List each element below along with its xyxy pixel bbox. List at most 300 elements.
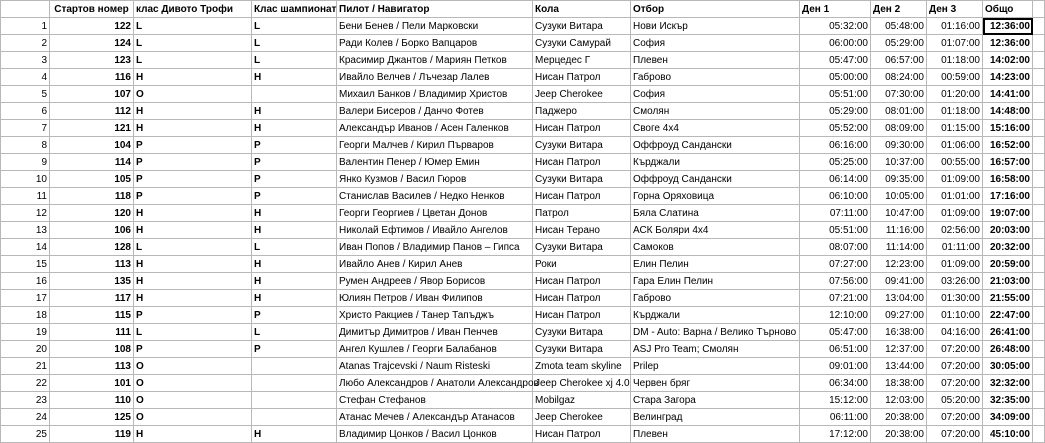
cell-pilot-navigator[interactable]: Валери Бисеров / Данчо Фотев bbox=[337, 103, 533, 120]
cell-row-number[interactable]: 19 bbox=[1, 324, 50, 341]
cell-class-championship[interactable]: H bbox=[252, 273, 337, 290]
cell-day1[interactable]: 06:00:00 bbox=[800, 35, 871, 52]
cell-day2[interactable]: 08:24:00 bbox=[871, 69, 927, 86]
cell-day1[interactable]: 15:12:00 bbox=[800, 392, 871, 409]
cell-extra[interactable] bbox=[1033, 358, 1045, 375]
cell-day3[interactable]: 07:20:00 bbox=[927, 409, 983, 426]
cell-row-number[interactable]: 20 bbox=[1, 341, 50, 358]
cell-day1[interactable]: 06:16:00 bbox=[800, 137, 871, 154]
cell-row-number[interactable]: 15 bbox=[1, 256, 50, 273]
cell-day1[interactable]: 07:11:00 bbox=[800, 205, 871, 222]
cell-extra[interactable] bbox=[1033, 392, 1045, 409]
cell-day1[interactable]: 05:51:00 bbox=[800, 86, 871, 103]
cell-pilot-navigator[interactable]: Николай Ефтимов / Ивайло Ангелов bbox=[337, 222, 533, 239]
cell-car[interactable]: Роки bbox=[533, 256, 631, 273]
cell-class-trophy[interactable]: O bbox=[134, 358, 252, 375]
cell-day1[interactable]: 07:27:00 bbox=[800, 256, 871, 273]
cell-class-championship[interactable]: H bbox=[252, 256, 337, 273]
cell-row-number[interactable]: 5 bbox=[1, 86, 50, 103]
cell-pilot-navigator[interactable]: Атанас Мечев / Александър Атанасов bbox=[337, 409, 533, 426]
cell-class-championship[interactable]: L bbox=[252, 52, 337, 69]
cell-team[interactable]: Кърджали bbox=[631, 307, 800, 324]
cell-day1[interactable]: 05:29:00 bbox=[800, 103, 871, 120]
cell-day1[interactable]: 05:25:00 bbox=[800, 154, 871, 171]
cell-day2[interactable]: 05:48:00 bbox=[871, 18, 927, 35]
cell-day1[interactable]: 05:52:00 bbox=[800, 120, 871, 137]
cell-day1[interactable]: 12:10:00 bbox=[800, 307, 871, 324]
cell-car[interactable]: Сузуки Витара bbox=[533, 324, 631, 341]
cell-start-number[interactable]: 110 bbox=[50, 392, 134, 409]
cell-total[interactable]: 14:02:00 bbox=[983, 52, 1033, 69]
cell-car[interactable]: Патрол bbox=[533, 205, 631, 222]
cell-start-number[interactable]: 107 bbox=[50, 86, 134, 103]
cell-team[interactable]: Гара Елин Пелин bbox=[631, 273, 800, 290]
cell-class-trophy[interactable]: P bbox=[134, 188, 252, 205]
cell-team[interactable]: Самоков bbox=[631, 239, 800, 256]
cell-start-number[interactable]: 117 bbox=[50, 290, 134, 307]
header-pilot-navigator[interactable]: Пилот / Навигатор bbox=[337, 1, 533, 18]
cell-row-number[interactable]: 6 bbox=[1, 103, 50, 120]
cell-day3[interactable]: 01:01:00 bbox=[927, 188, 983, 205]
cell-day1[interactable]: 05:47:00 bbox=[800, 52, 871, 69]
cell-start-number[interactable]: 111 bbox=[50, 324, 134, 341]
cell-start-number[interactable]: 114 bbox=[50, 154, 134, 171]
cell-day3[interactable]: 00:55:00 bbox=[927, 154, 983, 171]
cell-start-number[interactable]: 113 bbox=[50, 256, 134, 273]
cell-extra[interactable] bbox=[1033, 154, 1045, 171]
cell-car[interactable]: Нисан Патрол bbox=[533, 188, 631, 205]
cell-car[interactable]: Нисан Патрол bbox=[533, 273, 631, 290]
cell-team[interactable]: DM - Auto: Варна / Велико Търново bbox=[631, 324, 800, 341]
cell-pilot-navigator[interactable]: Янко Кузмов / Васил Гюров bbox=[337, 171, 533, 188]
cell-class-trophy[interactable]: P bbox=[134, 307, 252, 324]
cell-car[interactable]: Zmota team skyline bbox=[533, 358, 631, 375]
cell-day1[interactable]: 05:47:00 bbox=[800, 324, 871, 341]
cell-start-number[interactable]: 125 bbox=[50, 409, 134, 426]
cell-day3[interactable]: 01:15:00 bbox=[927, 120, 983, 137]
cell-row-number[interactable]: 21 bbox=[1, 358, 50, 375]
cell-start-number[interactable]: 115 bbox=[50, 307, 134, 324]
cell-class-trophy[interactable]: L bbox=[134, 52, 252, 69]
cell-start-number[interactable]: 101 bbox=[50, 375, 134, 392]
cell-day3[interactable]: 01:11:00 bbox=[927, 239, 983, 256]
cell-class-championship[interactable]: H bbox=[252, 69, 337, 86]
cell-class-championship[interactable]: P bbox=[252, 154, 337, 171]
cell-total[interactable]: 21:55:00 bbox=[983, 290, 1033, 307]
cell-day2[interactable]: 12:03:00 bbox=[871, 392, 927, 409]
cell-pilot-navigator[interactable]: Красимир Джантов / Мариян Петков bbox=[337, 52, 533, 69]
cell-class-championship[interactable]: P bbox=[252, 307, 337, 324]
header-idx[interactable] bbox=[1, 1, 50, 18]
cell-class-trophy[interactable]: P bbox=[134, 154, 252, 171]
cell-extra[interactable] bbox=[1033, 409, 1045, 426]
cell-class-trophy[interactable]: O bbox=[134, 86, 252, 103]
cell-day1[interactable]: 07:56:00 bbox=[800, 273, 871, 290]
cell-pilot-navigator[interactable]: Владимир Цонков / Васил Цонков bbox=[337, 426, 533, 443]
cell-start-number[interactable]: 112 bbox=[50, 103, 134, 120]
cell-pilot-navigator[interactable]: Иван Попов / Владимир Панов – Гипса bbox=[337, 239, 533, 256]
cell-pilot-navigator[interactable]: Юлиян Петров / Иван Филипов bbox=[337, 290, 533, 307]
cell-team[interactable]: Своге 4х4 bbox=[631, 120, 800, 137]
cell-start-number[interactable]: 108 bbox=[50, 341, 134, 358]
cell-class-championship[interactable]: H bbox=[252, 290, 337, 307]
cell-class-trophy[interactable]: H bbox=[134, 222, 252, 239]
cell-day2[interactable]: 09:30:00 bbox=[871, 137, 927, 154]
cell-extra[interactable] bbox=[1033, 103, 1045, 120]
cell-total[interactable]: 16:52:00 bbox=[983, 137, 1033, 154]
cell-day3[interactable]: 03:26:00 bbox=[927, 273, 983, 290]
cell-pilot-navigator[interactable]: Ангел Кушлев / Георги Балабанов bbox=[337, 341, 533, 358]
cell-extra[interactable] bbox=[1033, 239, 1045, 256]
cell-day1[interactable]: 06:10:00 bbox=[800, 188, 871, 205]
cell-pilot-navigator[interactable]: Станислав Василев / Недко Ненков bbox=[337, 188, 533, 205]
cell-car[interactable]: Нисан Патрол bbox=[533, 307, 631, 324]
cell-car[interactable]: Сузуки Витара bbox=[533, 137, 631, 154]
cell-pilot-navigator[interactable]: Румен Андреев / Явор Борисов bbox=[337, 273, 533, 290]
header-total[interactable]: Общо bbox=[983, 1, 1033, 18]
cell-car[interactable]: Сузуки Витара bbox=[533, 18, 631, 35]
cell-car[interactable]: Нисан Патрол bbox=[533, 290, 631, 307]
cell-extra[interactable] bbox=[1033, 290, 1045, 307]
cell-extra[interactable] bbox=[1033, 52, 1045, 69]
cell-row-number[interactable]: 13 bbox=[1, 222, 50, 239]
cell-start-number[interactable]: 104 bbox=[50, 137, 134, 154]
cell-day3[interactable]: 01:07:00 bbox=[927, 35, 983, 52]
cell-class-trophy[interactable]: P bbox=[134, 171, 252, 188]
cell-car[interactable]: Сузуки Витара bbox=[533, 341, 631, 358]
cell-extra[interactable] bbox=[1033, 171, 1045, 188]
cell-class-championship[interactable]: P bbox=[252, 171, 337, 188]
cell-team[interactable]: Габрово bbox=[631, 69, 800, 86]
cell-day1[interactable]: 06:34:00 bbox=[800, 375, 871, 392]
cell-class-trophy[interactable]: H bbox=[134, 120, 252, 137]
cell-pilot-navigator[interactable]: Александър Иванов / Асен Галенков bbox=[337, 120, 533, 137]
cell-day2[interactable]: 09:35:00 bbox=[871, 171, 927, 188]
cell-total[interactable]: 15:16:00 bbox=[983, 120, 1033, 137]
header-class-championship[interactable]: Клас шампионат bbox=[252, 1, 337, 18]
cell-class-championship[interactable]: P bbox=[252, 137, 337, 154]
cell-pilot-navigator[interactable]: Христо Ракциев / Танер Тапъджъ bbox=[337, 307, 533, 324]
cell-class-championship[interactable] bbox=[252, 358, 337, 375]
cell-row-number[interactable]: 8 bbox=[1, 137, 50, 154]
cell-class-trophy[interactable]: H bbox=[134, 103, 252, 120]
cell-total[interactable]: 16:58:00 bbox=[983, 171, 1033, 188]
cell-start-number[interactable]: 123 bbox=[50, 52, 134, 69]
cell-total[interactable]: 20:32:00 bbox=[983, 239, 1033, 256]
cell-team[interactable]: Нови Искър bbox=[631, 18, 800, 35]
cell-total[interactable]: 22:47:00 bbox=[983, 307, 1033, 324]
cell-row-number[interactable]: 14 bbox=[1, 239, 50, 256]
cell-team[interactable]: Оффроуд Сандански bbox=[631, 171, 800, 188]
cell-row-number[interactable]: 22 bbox=[1, 375, 50, 392]
cell-class-championship[interactable]: H bbox=[252, 103, 337, 120]
cell-row-number[interactable]: 7 bbox=[1, 120, 50, 137]
header-day3[interactable]: Ден 3 bbox=[927, 1, 983, 18]
cell-car[interactable]: Нисан Патрол bbox=[533, 69, 631, 86]
cell-extra[interactable] bbox=[1033, 86, 1045, 103]
cell-extra[interactable] bbox=[1033, 426, 1045, 443]
header-car[interactable]: Кола bbox=[533, 1, 631, 18]
cell-extra[interactable] bbox=[1033, 256, 1045, 273]
cell-day3[interactable]: 05:20:00 bbox=[927, 392, 983, 409]
cell-total[interactable]: 26:48:00 bbox=[983, 341, 1033, 358]
cell-day2[interactable]: 20:38:00 bbox=[871, 426, 927, 443]
cell-total[interactable]: 32:35:00 bbox=[983, 392, 1033, 409]
cell-class-trophy[interactable]: H bbox=[134, 69, 252, 86]
cell-team[interactable]: София bbox=[631, 35, 800, 52]
cell-total[interactable]: 26:41:00 bbox=[983, 324, 1033, 341]
cell-day3[interactable]: 01:30:00 bbox=[927, 290, 983, 307]
cell-day1[interactable]: 05:00:00 bbox=[800, 69, 871, 86]
cell-class-championship[interactable]: P bbox=[252, 341, 337, 358]
cell-class-trophy[interactable]: O bbox=[134, 409, 252, 426]
cell-total[interactable]: 20:03:00 bbox=[983, 222, 1033, 239]
cell-total[interactable]: 14:48:00 bbox=[983, 103, 1033, 120]
cell-class-championship[interactable]: L bbox=[252, 18, 337, 35]
cell-row-number[interactable]: 18 bbox=[1, 307, 50, 324]
cell-team[interactable]: Червен бряг bbox=[631, 375, 800, 392]
cell-row-number[interactable]: 12 bbox=[1, 205, 50, 222]
cell-extra[interactable] bbox=[1033, 205, 1045, 222]
cell-class-championship[interactable]: H bbox=[252, 120, 337, 137]
cell-car[interactable]: Паджеро bbox=[533, 103, 631, 120]
cell-start-number[interactable]: 124 bbox=[50, 35, 134, 52]
cell-day3[interactable]: 07:20:00 bbox=[927, 426, 983, 443]
cell-total[interactable]: 34:09:00 bbox=[983, 409, 1033, 426]
cell-day2[interactable]: 09:41:00 bbox=[871, 273, 927, 290]
cell-class-trophy[interactable]: L bbox=[134, 18, 252, 35]
cell-class-championship[interactable] bbox=[252, 409, 337, 426]
cell-day2[interactable]: 05:29:00 bbox=[871, 35, 927, 52]
cell-total[interactable]: 30:05:00 bbox=[983, 358, 1033, 375]
cell-class-championship[interactable] bbox=[252, 86, 337, 103]
cell-day2[interactable]: 20:38:00 bbox=[871, 409, 927, 426]
header-class-trophy[interactable]: клас Дивото Трофи bbox=[134, 1, 252, 18]
cell-team[interactable]: Кърджали bbox=[631, 154, 800, 171]
cell-extra[interactable] bbox=[1033, 188, 1045, 205]
cell-day3[interactable]: 07:20:00 bbox=[927, 358, 983, 375]
cell-team[interactable]: Велинград bbox=[631, 409, 800, 426]
cell-day2[interactable]: 11:14:00 bbox=[871, 239, 927, 256]
cell-class-championship[interactable]: H bbox=[252, 426, 337, 443]
cell-start-number[interactable]: 128 bbox=[50, 239, 134, 256]
cell-day3[interactable]: 01:20:00 bbox=[927, 86, 983, 103]
cell-row-number[interactable]: 4 bbox=[1, 69, 50, 86]
cell-team[interactable]: Елин Пелин bbox=[631, 256, 800, 273]
cell-day3[interactable]: 01:09:00 bbox=[927, 256, 983, 273]
cell-day2[interactable]: 12:23:00 bbox=[871, 256, 927, 273]
cell-class-trophy[interactable]: H bbox=[134, 273, 252, 290]
cell-team[interactable]: Плевен bbox=[631, 52, 800, 69]
cell-class-championship[interactable]: P bbox=[252, 188, 337, 205]
cell-class-trophy[interactable]: P bbox=[134, 341, 252, 358]
cell-extra[interactable] bbox=[1033, 307, 1045, 324]
cell-pilot-navigator[interactable]: Стефан Стефанов bbox=[337, 392, 533, 409]
cell-pilot-navigator[interactable]: Георги Георгиев / Цветан Донов bbox=[337, 205, 533, 222]
cell-car[interactable]: Нисан Патрол bbox=[533, 120, 631, 137]
cell-row-number[interactable]: 24 bbox=[1, 409, 50, 426]
cell-team[interactable]: Бяла Слатина bbox=[631, 205, 800, 222]
cell-row-number[interactable]: 17 bbox=[1, 290, 50, 307]
cell-class-championship[interactable]: H bbox=[252, 205, 337, 222]
cell-day1[interactable]: 05:51:00 bbox=[800, 222, 871, 239]
cell-day3[interactable]: 01:18:00 bbox=[927, 52, 983, 69]
cell-day3[interactable]: 07:20:00 bbox=[927, 341, 983, 358]
cell-class-trophy[interactable]: H bbox=[134, 426, 252, 443]
header-day1[interactable]: Ден 1 bbox=[800, 1, 871, 18]
cell-start-number[interactable]: 120 bbox=[50, 205, 134, 222]
cell-total[interactable]: 16:57:00 bbox=[983, 154, 1033, 171]
cell-pilot-navigator[interactable]: Бени Бенев / Пели Марковски bbox=[337, 18, 533, 35]
cell-car[interactable]: Сузуки Витара bbox=[533, 239, 631, 256]
cell-class-championship[interactable]: L bbox=[252, 324, 337, 341]
cell-day3[interactable]: 01:16:00 bbox=[927, 18, 983, 35]
cell-team[interactable]: Плевен bbox=[631, 426, 800, 443]
cell-day2[interactable]: 07:30:00 bbox=[871, 86, 927, 103]
cell-day2[interactable]: 16:38:00 bbox=[871, 324, 927, 341]
cell-row-number[interactable]: 11 bbox=[1, 188, 50, 205]
cell-extra[interactable] bbox=[1033, 18, 1045, 35]
cell-pilot-navigator[interactable]: Любо Александров / Анатоли Александров bbox=[337, 375, 533, 392]
cell-team[interactable]: Горна Оряховица bbox=[631, 188, 800, 205]
cell-extra[interactable] bbox=[1033, 324, 1045, 341]
cell-day2[interactable]: 09:27:00 bbox=[871, 307, 927, 324]
cell-day2[interactable]: 13:04:00 bbox=[871, 290, 927, 307]
cell-row-number[interactable]: 23 bbox=[1, 392, 50, 409]
cell-day3[interactable]: 02:56:00 bbox=[927, 222, 983, 239]
cell-extra[interactable] bbox=[1033, 341, 1045, 358]
cell-row-number[interactable]: 2 bbox=[1, 35, 50, 52]
cell-total[interactable]: 20:59:00 bbox=[983, 256, 1033, 273]
cell-class-championship[interactable] bbox=[252, 375, 337, 392]
cell-total[interactable]: 32:32:00 bbox=[983, 375, 1033, 392]
cell-team[interactable]: АСК Боляри 4х4 bbox=[631, 222, 800, 239]
cell-team[interactable]: Оффроуд Сандански bbox=[631, 137, 800, 154]
cell-class-trophy[interactable]: H bbox=[134, 290, 252, 307]
cell-row-number[interactable]: 16 bbox=[1, 273, 50, 290]
cell-day2[interactable]: 11:16:00 bbox=[871, 222, 927, 239]
cell-day3[interactable]: 01:09:00 bbox=[927, 171, 983, 188]
cell-start-number[interactable]: 106 bbox=[50, 222, 134, 239]
cell-day3[interactable]: 04:16:00 bbox=[927, 324, 983, 341]
cell-start-number[interactable]: 135 bbox=[50, 273, 134, 290]
cell-day2[interactable]: 10:37:00 bbox=[871, 154, 927, 171]
cell-car[interactable]: Jeep Cherokee bbox=[533, 409, 631, 426]
cell-pilot-navigator[interactable]: Ради Колев / Борко Вапцаров bbox=[337, 35, 533, 52]
cell-day1[interactable]: 08:07:00 bbox=[800, 239, 871, 256]
cell-car[interactable]: Нисан Патрол bbox=[533, 426, 631, 443]
cell-pilot-navigator[interactable]: Димитър Димитров / Иван Пенчев bbox=[337, 324, 533, 341]
cell-pilot-navigator[interactable]: Ивайло Велчев / Лъчезар Лалев bbox=[337, 69, 533, 86]
cell-car[interactable]: Нисан Терано bbox=[533, 222, 631, 239]
cell-class-championship[interactable]: L bbox=[252, 35, 337, 52]
cell-row-number[interactable]: 1 bbox=[1, 18, 50, 35]
cell-day1[interactable]: 09:01:00 bbox=[800, 358, 871, 375]
cell-day2[interactable]: 18:38:00 bbox=[871, 375, 927, 392]
cell-car[interactable]: Jeep Cherokee xj 4.0 bbox=[533, 375, 631, 392]
header-start-number[interactable]: Стартов номер bbox=[50, 1, 134, 18]
cell-team[interactable]: Габрово bbox=[631, 290, 800, 307]
cell-total[interactable]: 17:16:00 bbox=[983, 188, 1033, 205]
cell-car[interactable]: Mobilgaz bbox=[533, 392, 631, 409]
cell-day1[interactable]: 06:51:00 bbox=[800, 341, 871, 358]
cell-day1[interactable]: 05:32:00 bbox=[800, 18, 871, 35]
cell-start-number[interactable]: 116 bbox=[50, 69, 134, 86]
header-day2[interactable]: Ден 2 bbox=[871, 1, 927, 18]
cell-day2[interactable]: 12:37:00 bbox=[871, 341, 927, 358]
header-extra[interactable] bbox=[1033, 1, 1045, 18]
cell-class-trophy[interactable]: H bbox=[134, 256, 252, 273]
cell-extra[interactable] bbox=[1033, 222, 1045, 239]
cell-row-number[interactable]: 3 bbox=[1, 52, 50, 69]
cell-total[interactable]: 45:10:00 bbox=[983, 426, 1033, 443]
cell-extra[interactable] bbox=[1033, 69, 1045, 86]
cell-start-number[interactable]: 121 bbox=[50, 120, 134, 137]
cell-team[interactable]: Смолян bbox=[631, 103, 800, 120]
cell-pilot-navigator[interactable]: Ивайло Анев / Кирил Анев bbox=[337, 256, 533, 273]
cell-car[interactable]: Сузуки Витара bbox=[533, 171, 631, 188]
cell-day2[interactable]: 10:05:00 bbox=[871, 188, 927, 205]
cell-day2[interactable]: 10:47:00 bbox=[871, 205, 927, 222]
cell-day2[interactable]: 13:44:00 bbox=[871, 358, 927, 375]
cell-total[interactable]: 19:07:00 bbox=[983, 205, 1033, 222]
cell-day2[interactable]: 08:09:00 bbox=[871, 120, 927, 137]
cell-class-trophy[interactable]: L bbox=[134, 239, 252, 256]
cell-total[interactable]: 12:36:00 bbox=[983, 35, 1033, 52]
cell-start-number[interactable]: 113 bbox=[50, 358, 134, 375]
cell-total[interactable]: 12:36:00 bbox=[983, 18, 1033, 35]
cell-class-trophy[interactable]: L bbox=[134, 35, 252, 52]
cell-day3[interactable]: 01:10:00 bbox=[927, 307, 983, 324]
cell-team[interactable]: София bbox=[631, 86, 800, 103]
cell-car[interactable]: Мерцедес Г bbox=[533, 52, 631, 69]
cell-extra[interactable] bbox=[1033, 120, 1045, 137]
cell-car[interactable]: Jeep Cherokee bbox=[533, 86, 631, 103]
cell-team[interactable]: Prilep bbox=[631, 358, 800, 375]
cell-car[interactable]: Сузуки Самурай bbox=[533, 35, 631, 52]
cell-total[interactable]: 14:41:00 bbox=[983, 86, 1033, 103]
cell-class-trophy[interactable]: O bbox=[134, 392, 252, 409]
cell-pilot-navigator[interactable]: Валентин Пенер / Юмер Емин bbox=[337, 154, 533, 171]
cell-class-trophy[interactable]: H bbox=[134, 205, 252, 222]
cell-day3[interactable]: 01:18:00 bbox=[927, 103, 983, 120]
cell-day1[interactable]: 06:14:00 bbox=[800, 171, 871, 188]
cell-total[interactable]: 21:03:00 bbox=[983, 273, 1033, 290]
cell-day1[interactable]: 17:12:00 bbox=[800, 426, 871, 443]
cell-team[interactable]: Стара Загора bbox=[631, 392, 800, 409]
cell-pilot-navigator[interactable]: Atanas Trajcevski / Naum Risteski bbox=[337, 358, 533, 375]
cell-day3[interactable]: 01:09:00 bbox=[927, 205, 983, 222]
cell-class-championship[interactable] bbox=[252, 392, 337, 409]
cell-start-number[interactable]: 122 bbox=[50, 18, 134, 35]
cell-row-number[interactable]: 9 bbox=[1, 154, 50, 171]
cell-extra[interactable] bbox=[1033, 375, 1045, 392]
cell-pilot-navigator[interactable]: Михаил Банков / Владимир Христов bbox=[337, 86, 533, 103]
cell-day3[interactable]: 00:59:00 bbox=[927, 69, 983, 86]
cell-start-number[interactable]: 118 bbox=[50, 188, 134, 205]
cell-row-number[interactable]: 10 bbox=[1, 171, 50, 188]
cell-start-number[interactable]: 105 bbox=[50, 171, 134, 188]
cell-row-number[interactable]: 25 bbox=[1, 426, 50, 443]
header-team[interactable]: Отбор bbox=[631, 1, 800, 18]
cell-class-championship[interactable]: L bbox=[252, 239, 337, 256]
cell-start-number[interactable]: 119 bbox=[50, 426, 134, 443]
cell-total[interactable]: 14:23:00 bbox=[983, 69, 1033, 86]
cell-day3[interactable]: 01:06:00 bbox=[927, 137, 983, 154]
cell-extra[interactable] bbox=[1033, 137, 1045, 154]
cell-car[interactable]: Нисан Патрол bbox=[533, 154, 631, 171]
cell-extra[interactable] bbox=[1033, 35, 1045, 52]
